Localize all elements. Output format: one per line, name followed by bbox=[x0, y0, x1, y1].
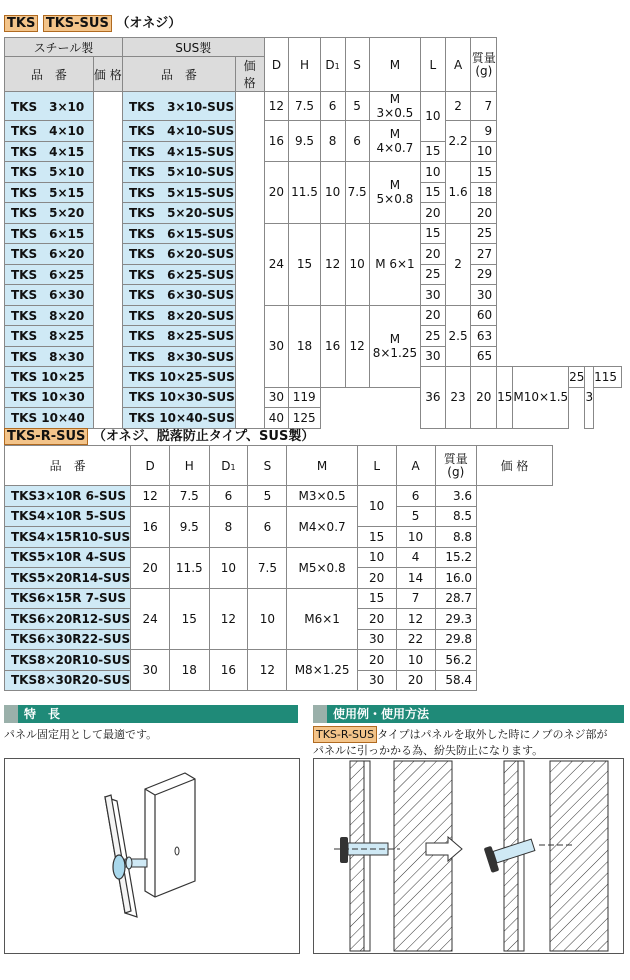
knob-head bbox=[113, 855, 125, 879]
spec-d: 20 bbox=[264, 162, 289, 224]
spec-d1: 8 bbox=[320, 121, 345, 162]
price-steel-cell bbox=[93, 92, 122, 429]
spec-mass: 15 bbox=[471, 162, 497, 183]
header-d: D bbox=[264, 38, 289, 92]
tks-r-sus-tag: TKS-R-SUS bbox=[4, 428, 88, 445]
section1-suffix: （オネジ） bbox=[116, 16, 182, 31]
section2-suffix: （オネジ、脱落防止タイプ、SUS製） bbox=[92, 429, 315, 444]
price-sus-cell bbox=[235, 92, 264, 429]
tks-r-sus-spec-table bbox=[4, 445, 553, 691]
left-panel-face bbox=[364, 761, 370, 951]
r-spec-a: 4 bbox=[396, 547, 435, 568]
r-spec-a: 5 bbox=[396, 506, 435, 527]
r-spec-l: 10 bbox=[357, 486, 396, 527]
part-number-steel: TKS 6×25 bbox=[5, 264, 94, 285]
spec-m: M 4×0.7 bbox=[369, 121, 420, 162]
spec-h: 7.5 bbox=[289, 92, 320, 121]
part-number-sus: TKS 4×10-SUS bbox=[122, 121, 235, 142]
header-mass-unit: (g) bbox=[475, 63, 493, 78]
r-spec-mass: 58.4 bbox=[435, 670, 477, 691]
part-number-sus: TKS 8×20-SUS bbox=[122, 305, 235, 326]
spec-d1: 20 bbox=[471, 367, 497, 429]
t2-header-d: D bbox=[131, 446, 170, 486]
r-spec-s: 7.5 bbox=[248, 547, 287, 588]
part-number-r: TKS6×20R12-SUS bbox=[5, 609, 131, 630]
r-spec-mass: 56.2 bbox=[435, 650, 477, 671]
part-number-sus: TKS 8×30-SUS bbox=[122, 346, 235, 367]
r-spec-l: 15 bbox=[357, 588, 396, 609]
left-knob bbox=[340, 837, 348, 863]
header-d1 bbox=[320, 38, 345, 92]
r-spec-d: 20 bbox=[131, 547, 170, 588]
part-number-sus: TKS 6×15-SUS bbox=[122, 223, 235, 244]
part-number-steel: TKS 6×20 bbox=[5, 244, 94, 265]
r-spec-l: 30 bbox=[357, 670, 396, 691]
usage-heading: 使用例・使用方法 bbox=[333, 707, 430, 721]
r-spec-d: 12 bbox=[131, 486, 170, 507]
part-number-steel: TKS 4×10 bbox=[5, 121, 94, 142]
header-mass bbox=[471, 38, 497, 92]
r-spec-mass: 15.2 bbox=[435, 547, 477, 568]
spec-mass: 65 bbox=[471, 346, 497, 367]
r-spec-l: 20 bbox=[357, 609, 396, 630]
spec-d: 12 bbox=[264, 92, 289, 121]
features-marker bbox=[4, 705, 18, 723]
part-number-steel: TKS 5×15 bbox=[5, 182, 94, 203]
panel-fastening-drawing bbox=[5, 759, 299, 953]
r-spec-d1: 16 bbox=[209, 650, 248, 691]
header-l: L bbox=[421, 38, 445, 92]
spec-a: 2 bbox=[445, 223, 471, 305]
panel-illustration bbox=[4, 758, 300, 954]
t2-header-part: 品 番 bbox=[5, 446, 131, 486]
r-spec-m: M6×1 bbox=[287, 588, 357, 650]
tks-r-table-row bbox=[5, 650, 553, 671]
r-spec-mass: 8.5 bbox=[435, 506, 477, 527]
part-number-sus: TKS 6×30-SUS bbox=[122, 285, 235, 306]
spec-h: 23 bbox=[445, 367, 471, 429]
part-number-steel: TKS 4×15 bbox=[5, 141, 94, 162]
spec-d: 24 bbox=[264, 223, 289, 305]
r-spec-mass: 8.8 bbox=[435, 527, 477, 548]
spec-l: 20 bbox=[421, 305, 445, 326]
spec-d: 16 bbox=[264, 121, 289, 162]
spec-mass: 27 bbox=[471, 244, 497, 265]
r-spec-mass: 29.3 bbox=[435, 609, 477, 630]
spec-d1: 10 bbox=[320, 162, 345, 224]
r-spec-d1: 6 bbox=[209, 486, 248, 507]
spec-d: 36 bbox=[421, 367, 445, 429]
left-wall bbox=[394, 761, 452, 951]
part-number-sus: TKS 5×10-SUS bbox=[122, 162, 235, 183]
header-sus: SUS製 bbox=[122, 38, 264, 57]
spec-l: 25 bbox=[569, 367, 585, 388]
r-spec-a: 20 bbox=[396, 670, 435, 691]
header-d1-main: D bbox=[325, 57, 335, 72]
tks-r-table-row bbox=[5, 588, 553, 609]
spec-l: 20 bbox=[421, 244, 445, 265]
spec-m: M 6×1 bbox=[369, 223, 420, 305]
header-steel: スチール製 bbox=[5, 38, 123, 57]
spec-mass: 25 bbox=[471, 223, 497, 244]
spec-m: M 8×1.25 bbox=[369, 305, 420, 387]
spec-d1: 16 bbox=[320, 305, 345, 387]
spec-mass: 9 bbox=[471, 121, 497, 142]
spec-mass: 7 bbox=[471, 92, 497, 121]
spec-l: 30 bbox=[421, 285, 445, 306]
spec-h: 9.5 bbox=[289, 121, 320, 162]
r-spec-mass: 16.0 bbox=[435, 568, 477, 589]
t2-header-l: L bbox=[357, 446, 396, 486]
spec-d: 30 bbox=[264, 305, 289, 387]
spec-l: 25 bbox=[421, 264, 445, 285]
tks-sus-tag: TKS-SUS bbox=[43, 15, 112, 32]
header-price-steel: 価 格 bbox=[93, 57, 122, 92]
r-spec-m: M4×0.7 bbox=[287, 506, 357, 547]
right-wall bbox=[550, 761, 608, 951]
part-number-sus: TKS 6×20-SUS bbox=[122, 244, 235, 265]
spec-l: 30 bbox=[421, 346, 445, 367]
section2-title bbox=[4, 425, 314, 445]
usage-text bbox=[313, 726, 628, 758]
header-part-steel: 品 番 bbox=[5, 57, 94, 92]
r-spec-h: 7.5 bbox=[170, 486, 209, 507]
spec-h: 15 bbox=[289, 223, 320, 305]
part-number-r: TKS3×10R 6-SUS bbox=[5, 486, 131, 507]
left-panel bbox=[350, 761, 364, 951]
r-spec-a: 10 bbox=[396, 527, 435, 548]
part-number-sus: TKS 3×10-SUS bbox=[122, 92, 235, 121]
r-spec-l: 10 bbox=[357, 547, 396, 568]
spec-s: 7.5 bbox=[345, 162, 369, 224]
part-number-steel: TKS 5×10 bbox=[5, 162, 94, 183]
part-number-r: TKS5×10R 4-SUS bbox=[5, 547, 131, 568]
part-number-r: TKS4×10R 5-SUS bbox=[5, 506, 131, 527]
r-spec-m: M3×0.5 bbox=[287, 486, 357, 507]
r-spec-a: 12 bbox=[396, 609, 435, 630]
spec-h: 18 bbox=[289, 305, 320, 387]
part-number-sus: TKS 10×30-SUS bbox=[122, 387, 235, 408]
part-number-steel: TKS 10×30 bbox=[5, 387, 94, 408]
spec-mass: 29 bbox=[471, 264, 497, 285]
header-price-sus: 価 格 bbox=[235, 57, 264, 92]
spec-l: 10 bbox=[421, 92, 445, 142]
r-spec-h: 9.5 bbox=[170, 506, 209, 547]
r-spec-m: M8×1.25 bbox=[287, 650, 357, 691]
r-spec-d1: 8 bbox=[209, 506, 248, 547]
features-heading-bar bbox=[4, 705, 298, 723]
part-number-steel: TKS 6×15 bbox=[5, 223, 94, 244]
r-spec-a: 7 bbox=[396, 588, 435, 609]
part-number-r: TKS8×30R20-SUS bbox=[5, 670, 131, 691]
part-number-r: TKS4×15R10-SUS bbox=[5, 527, 131, 548]
usage-text-line1: タイプはパネルを取外した時にノブのネジ部が bbox=[377, 728, 608, 741]
spec-l: 15 bbox=[421, 223, 445, 244]
spec-s: 12 bbox=[345, 305, 369, 387]
part-number-sus: TKS 4×15-SUS bbox=[122, 141, 235, 162]
spec-mass: 119 bbox=[289, 387, 320, 408]
r-spec-a: 10 bbox=[396, 650, 435, 671]
tks-tag: TKS bbox=[4, 15, 38, 32]
spec-d1: 6 bbox=[320, 92, 345, 121]
section1-title bbox=[4, 12, 181, 32]
spec-mass: 60 bbox=[471, 305, 497, 326]
usage-tag: TKS-R-SUS bbox=[313, 726, 377, 743]
spec-a: 3 bbox=[585, 367, 594, 429]
t2-header-price: 価 格 bbox=[477, 446, 553, 486]
spec-s: 10 bbox=[345, 223, 369, 305]
part-number-r: TKS8×20R10-SUS bbox=[5, 650, 131, 671]
r-spec-s: 6 bbox=[248, 506, 287, 547]
t2-header-s: S bbox=[248, 446, 287, 486]
header-a: A bbox=[445, 38, 471, 92]
t2-header-mass-label: 質量 bbox=[443, 451, 468, 466]
usage-illustration bbox=[313, 758, 624, 954]
part-number-steel: TKS 8×25 bbox=[5, 326, 94, 347]
spec-s: 5 bbox=[345, 92, 369, 121]
r-spec-mass: 3.6 bbox=[435, 486, 477, 507]
features-heading: 特 長 bbox=[24, 707, 61, 721]
part-number-r: TKS6×30R22-SUS bbox=[5, 629, 131, 650]
tks-r-table-row bbox=[5, 547, 553, 568]
r-spec-h: 11.5 bbox=[170, 547, 209, 588]
anti-drop-drawing bbox=[314, 759, 623, 953]
r-spec-d: 16 bbox=[131, 506, 170, 547]
spec-h: 11.5 bbox=[289, 162, 320, 224]
r-spec-d: 24 bbox=[131, 588, 170, 650]
header-mass-label: 質量 bbox=[471, 50, 496, 65]
knob-collar bbox=[126, 857, 132, 869]
tks-table-row bbox=[5, 92, 622, 121]
spec-mass: 115 bbox=[594, 367, 622, 388]
part-number-sus: TKS 8×25-SUS bbox=[122, 326, 235, 347]
usage-text-line2: パネルに引っかかる為、紛失防止になります。 bbox=[313, 744, 544, 757]
spec-m: M 3×0.5 bbox=[369, 92, 420, 121]
r-spec-h: 15 bbox=[170, 588, 209, 650]
part-number-steel: TKS 10×40 bbox=[5, 408, 94, 429]
spec-mass: 125 bbox=[289, 408, 320, 429]
spec-s: 6 bbox=[345, 121, 369, 162]
part-number-steel: TKS 8×30 bbox=[5, 346, 94, 367]
header-m: M bbox=[369, 38, 420, 92]
r-spec-s: 5 bbox=[248, 486, 287, 507]
t2-header-mass-unit: (g) bbox=[447, 464, 465, 479]
usage-heading-bar bbox=[313, 705, 624, 723]
t2-header-h: H bbox=[170, 446, 209, 486]
spec-mass: 20 bbox=[471, 203, 497, 224]
r-spec-s: 10 bbox=[248, 588, 287, 650]
part-number-sus: TKS 6×25-SUS bbox=[122, 264, 235, 285]
spec-mass: 18 bbox=[471, 182, 497, 203]
tks-r-table-row bbox=[5, 486, 553, 507]
usage-marker bbox=[313, 705, 327, 723]
r-spec-a: 14 bbox=[396, 568, 435, 589]
t2-header-d1-sub: 1 bbox=[230, 462, 236, 472]
part-number-steel: TKS 3×10 bbox=[5, 92, 94, 121]
features-text: パネル固定用として最適です。 bbox=[4, 728, 158, 741]
spec-s: 15 bbox=[497, 367, 513, 429]
part-number-sus: TKS 5×15-SUS bbox=[122, 182, 235, 203]
spec-a: 2.2 bbox=[445, 121, 471, 162]
t2-header-mass bbox=[435, 446, 477, 486]
spec-a: 2.5 bbox=[445, 305, 471, 367]
r-spec-d: 30 bbox=[131, 650, 170, 691]
part-number-r: TKS6×15R 7-SUS bbox=[5, 588, 131, 609]
spec-l: 30 bbox=[264, 387, 289, 408]
r-price-cell bbox=[477, 486, 553, 691]
spec-l: 15 bbox=[421, 182, 445, 203]
r-spec-l: 20 bbox=[357, 650, 396, 671]
spec-a: 1.6 bbox=[445, 162, 471, 224]
part-number-sus: TKS 10×40-SUS bbox=[122, 408, 235, 429]
t2-header-a: A bbox=[396, 446, 435, 486]
header-h: H bbox=[289, 38, 320, 92]
r-spec-l: 20 bbox=[357, 568, 396, 589]
block-outline bbox=[145, 773, 195, 897]
t2-header-m: M bbox=[287, 446, 357, 486]
spec-mass: 63 bbox=[471, 326, 497, 347]
spec-m: M 5×0.8 bbox=[369, 162, 420, 224]
r-spec-l: 30 bbox=[357, 629, 396, 650]
r-spec-a: 6 bbox=[396, 486, 435, 507]
t2-header-d1 bbox=[209, 446, 248, 486]
r-spec-m: M5×0.8 bbox=[287, 547, 357, 588]
tks-r-table-row bbox=[5, 506, 553, 527]
header-part-sus: 品 番 bbox=[122, 57, 235, 92]
part-number-r: TKS5×20R14-SUS bbox=[5, 568, 131, 589]
spec-m: M10×1.5 bbox=[513, 367, 569, 429]
r-spec-s: 12 bbox=[248, 650, 287, 691]
spec-mass: 10 bbox=[471, 141, 497, 162]
spec-l: 20 bbox=[421, 203, 445, 224]
r-spec-h: 18 bbox=[170, 650, 209, 691]
t2-header-d1-main: D bbox=[221, 458, 231, 473]
spec-l: 10 bbox=[421, 162, 445, 183]
tks-spec-table bbox=[4, 37, 622, 429]
part-number-steel: TKS 8×20 bbox=[5, 305, 94, 326]
spec-l: 15 bbox=[421, 141, 445, 162]
r-spec-mass: 29.8 bbox=[435, 629, 477, 650]
r-spec-l: 15 bbox=[357, 527, 396, 548]
part-number-sus: TKS 5×20-SUS bbox=[122, 203, 235, 224]
part-number-steel: TKS 10×25 bbox=[5, 367, 94, 388]
r-spec-mass: 28.7 bbox=[435, 588, 477, 609]
spec-l: 40 bbox=[264, 408, 289, 429]
part-number-steel: TKS 6×30 bbox=[5, 285, 94, 306]
spec-a: 2 bbox=[445, 92, 471, 121]
header-s: S bbox=[345, 38, 369, 92]
spec-d1: 12 bbox=[320, 223, 345, 305]
part-number-steel: TKS 5×20 bbox=[5, 203, 94, 224]
part-number-sus: TKS 10×25-SUS bbox=[122, 367, 235, 388]
r-spec-d1: 10 bbox=[209, 547, 248, 588]
spec-mass: 30 bbox=[471, 285, 497, 306]
header-d1-sub: 1 bbox=[334, 61, 340, 71]
r-spec-d1: 12 bbox=[209, 588, 248, 650]
spec-l: 25 bbox=[421, 326, 445, 347]
r-spec-a: 22 bbox=[396, 629, 435, 650]
